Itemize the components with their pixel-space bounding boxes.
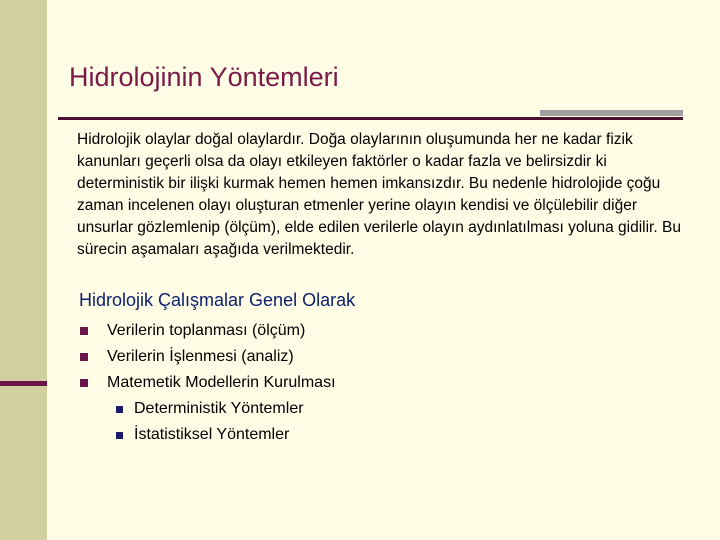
list-item-text: Matemetik Modellerin Kurulması [107,374,336,391]
list-item [80,318,336,344]
title-accent-rule [540,110,683,116]
square-bullet-icon [80,327,88,335]
sub-list-item [80,396,336,422]
title-divider [58,117,683,120]
square-bullet-icon [116,432,123,439]
sub-list-item-text: Deterministik Yöntemler [134,400,304,417]
left-decorative-band [0,0,47,540]
sub-list-item [80,422,336,448]
square-bullet-icon [80,353,88,361]
bullet-list [80,318,336,448]
left-accent-bar [0,381,47,386]
sub-list-item-text: İstatistiksel Yöntemler [134,426,290,443]
list-item-text: Verilerin toplanması (ölçüm) [107,322,306,339]
list-item [80,370,336,396]
list-item [80,344,336,370]
body-paragraph: Hidrolojik olaylar doğal olaylardır. Doğa olaylarının oluşumunda her ne kadar fizik kanunları geçerli olsa da olayı etkileyen faktörler o kadar fazla ve belirsizdir ki deterministik bir ilişki kurmak hemen hemen imkansızdır. Bu nedenle hidrolojide çoğu zaman incelenen olayı oluşturan etmenler yerine olayın kendisi ve ölçülebilir diğer unsurlar gözlemlenip (ölçüm), elde edilen verilerle olayın aydınlatılması yoluna gidilir. Bu sürecin aşamaları aşağıda verilmektedir. [77,131,681,258]
list-item-text: Verilerin İşlenmesi (analiz) [107,348,294,365]
section-subheading: Hidrolojik Çalışmalar Genel Olarak [79,290,356,310]
square-bullet-icon [116,406,123,413]
slide-title: Hidrolojinin Yöntemleri [69,62,339,92]
square-bullet-icon [80,379,88,387]
